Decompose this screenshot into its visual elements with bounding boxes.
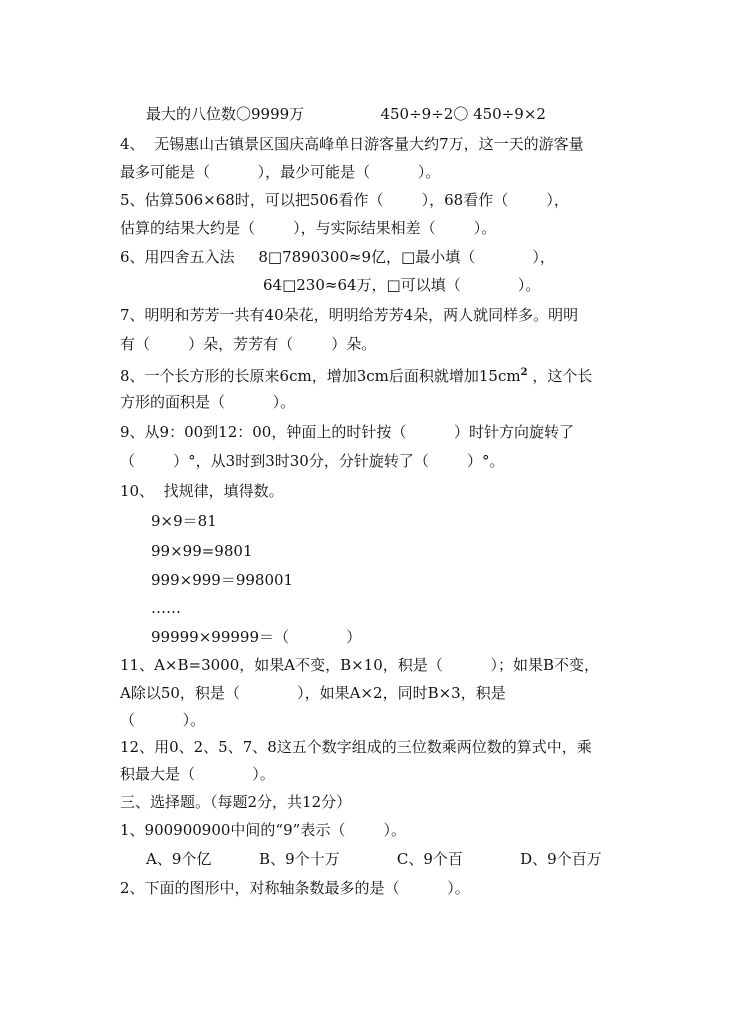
mc-q1-options: A、9个亿 B、9个十万 C、9个百 D、9个百万	[146, 850, 602, 868]
q6-line-2: 64□230≈64万，□可以填（ ）。	[263, 276, 541, 294]
q8-text-a: 8、一个长方形的长原来6cm，增加3cm后面积就增加15cm	[120, 367, 521, 385]
q4-line-1: 4、 无锡惠山古镇景区国庆高峰单日游客量大约7万，这一天的游客量	[120, 135, 584, 153]
q12-line-1: 12、用0、2、5、7、8这五个数字组成的三位数乘两位数的算式中，乘	[120, 738, 592, 756]
q11-line-2: A除以50，积是（ ），如果A×2，同时B×3，积是	[120, 684, 506, 702]
q9-line-1: 9、从9：00到12：00，钟面上的时针按（ ）时针方向旋转了	[120, 423, 575, 441]
q11-line-3: （ ）。	[120, 711, 206, 729]
mc-q2: 2、下面的图形中，对称轴条数最多的是（ ）。	[120, 879, 470, 897]
q3-comparison-line: 最大的八位数〇9999万 450÷9÷2〇 450÷9×2	[146, 105, 546, 123]
q5-line-1: 5、估算506×68时，可以把506看作（ ），68看作（ ），	[120, 191, 569, 209]
q8-exponent: 2	[520, 367, 528, 378]
q4-line-2: 最多可能是（ ），最少可能是（ ）。	[120, 163, 441, 181]
q9-line-2: （ ）°，从3时到3时30分，分针旋转了（ ）°。	[120, 452, 505, 470]
q10-pattern-1: 9×9＝81	[151, 512, 217, 530]
q10-pattern-2: 99×99=9801	[151, 542, 253, 560]
q10-ellipsis: ……	[151, 599, 181, 617]
q7-line-1: 7、明明和芳芳一共有40朵花，明明给芳芳4朵，两人就同样多。明明	[120, 306, 579, 324]
q11-line-1: 11、A×B=3000，如果A不变，B×10，积是（ ）；如果B不变，	[120, 656, 599, 674]
section-3-heading: 三、选择题。（每题2分，共12分）	[120, 793, 352, 811]
q10-answer-line: 99999×99999＝（ ）	[151, 628, 362, 646]
q10-pattern-3: 999×999＝998001	[151, 571, 294, 589]
q10-title: 10、 找规律，填得数。	[120, 482, 284, 500]
q8-text-b: ，这个长	[527, 367, 593, 385]
mc-q1: 1、900900900中间的“9”表示（ ）。	[120, 821, 406, 839]
q7-line-2: 有（ ）朵，芳芳有（ ）朵。	[120, 335, 377, 353]
q6-line-1: 6、用四舍五入法 8□7890300≈9亿，□最小填（ ），	[120, 248, 555, 266]
q12-line-2: 积最大是（ ）。	[120, 765, 275, 783]
q8-line-2: 方形的面积是（ ）。	[120, 393, 296, 411]
q5-line-2: 估算的结果大约是（ ），与实际结果相差（ ）。	[120, 219, 497, 237]
q8-line-1	[120, 363, 592, 386]
